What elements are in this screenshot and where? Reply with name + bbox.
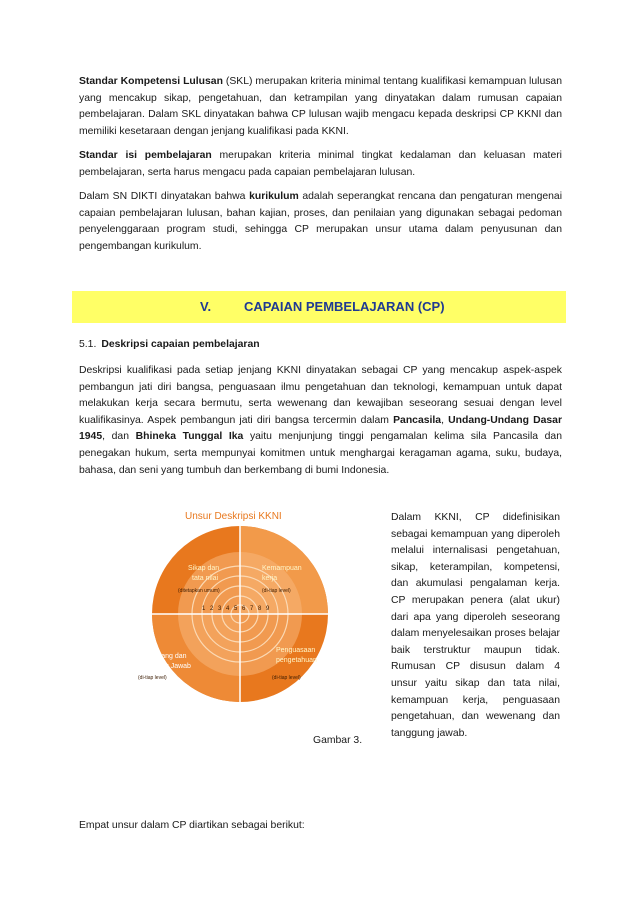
q-tr-label-3: (di-tiap level) [262, 588, 291, 594]
q-tl-label-2: tata nilai [192, 575, 219, 582]
q-br-label-1: Penguasaan [276, 647, 316, 654]
level-numbers: 1 2 3 4 5 6 7 8 9 [202, 606, 271, 612]
diagram-title: Unsur Deskripsi KKNI [185, 511, 282, 522]
deskripsi-text-4: yaitu menjunjung tinggi pengamalan kelima sila Pancasila dan penegakan hukum, serta mempunyai komitmen untuk menghargai keragaman agama, suku, budaya, bahasa, dan seni yang tumbuh dan berkembang di bumi Indonesia. [79, 431, 562, 476]
kkni-diagram [130, 506, 370, 706]
kkni-diagram-svg [130, 506, 370, 706]
q-tl-label-3: (ditetapkan umum) [178, 588, 220, 594]
section-number: V. [200, 299, 212, 314]
deskripsi-paragraph [79, 363, 562, 479]
q-bl-label-1: Wewenang dan [138, 653, 187, 660]
standar-isi-paragraph [79, 148, 562, 181]
deskripsi-text-2: , [441, 414, 449, 426]
closing-sentence: Empat unsur dalam CP diartikan sebagai berikut: [79, 820, 305, 831]
q-tr-label-2: kerja [262, 575, 278, 582]
q-br-label-3: (di-tiap level) [272, 675, 301, 681]
uud-term: Undang-Undang Dasar 1945 [79, 414, 562, 443]
deskripsi-text-3: , dan [102, 431, 136, 443]
kurikulum-pre: Dalam SN DIKTI dinyatakan bahwa [79, 191, 250, 202]
skl-text: (SKL) merupakan kriteria minimal tentang kualifikasi kemampuan lulusan yang mencakup sikap, pengetahuan, dan ketrampilan yang dinyatakan dalam rumusan capaian pembelajaran. Dalam SKL dinyatakan bahwa CP lulusan wajib mengacu kepada deskripsi CP KKNI dan memiliki kesetaraan dengan jenjang kualifikasi pada KKNI. [79, 76, 562, 137]
q-tl-label-1: Sikap dan [188, 565, 220, 572]
q-bl-label-3: (di-tiap level) [138, 675, 167, 681]
standar-isi-term: Standar isi pembelajaran [79, 150, 212, 161]
kurikulum-post: adalah seperangkat rencana dan pengaturan mengenai capaian pembelajaran lulusan, bahan kajian, proses, dan penilaian yang digunakan sebagai pedoman penyelenggaraan program studi, sehingga CP merupakan unsur utama dalam penyusunan dan pengembangan kurikulum. [79, 191, 563, 252]
kurikulum-paragraph [79, 189, 562, 255]
subsection-title: Deskripsi capaian pembelajaran [101, 339, 260, 350]
standar-isi-text: merupakan kriteria minimal tingkat kedalaman dan keluasan materi pembelajaran, serta harus mengacu pada capaian pembelajaran lulusan. [79, 150, 562, 178]
kkni-side-text: Dalam KKNI, CP didefinisikan sebagai kemampuan yang diperoleh melalui internalisasi pengetahuan, sikap, keterampilan, kompetensi, dan akumulasi pengalaman kerja. CP merupakan penera (alat ukur) dari apa yang diperoleh seseorang dalam menyelesaikan proses belajar baik terstruktur maupun tidak. Rumusan CP disusun dalam 4 unsur yaitu sikap dan tata nilai, kemampuan kerja, penguasaan pengetahuan, dan wewenang dan tanggung jawab. [391, 512, 560, 739]
pancasila-term: Pancasila [393, 414, 442, 426]
figure-caption: Gambar 3. [313, 735, 363, 746]
q-tr-label-1: Kemampuan [262, 565, 302, 572]
deskripsi-text-1: Deskripsi kualifikasi pada setiap jenjang KKNI dinyatakan sebagai CP yang mencakup aspek-aspek pembangun jati diri bangsa, penguasaan ilmu pengetahuan dan teknologi, kemampuan untuk dapat melakukan kerja secara bermutu, serta wewenang dan kewajiban seseorang sesuai dengan level kualifikasinya. Aspek pembangun jati diri bangsa tercermin dalam [79, 365, 562, 426]
skl-term: Standar Kompetensi Lulusan [79, 76, 223, 87]
subsection-number: 5.1. [79, 339, 97, 350]
bhineka-term: Bhineka Tunggal Ika [135, 431, 244, 443]
skl-paragraph [79, 74, 562, 140]
q-bl-label-2: Tanggung Jawab [138, 663, 191, 670]
section-title: CAPAIAN PEMBELAJARAN (CP) [244, 299, 445, 314]
q-br-label-2: pengetahuan [276, 657, 317, 664]
subsection-heading [79, 339, 260, 350]
kurikulum-term: kurikulum [249, 191, 299, 202]
